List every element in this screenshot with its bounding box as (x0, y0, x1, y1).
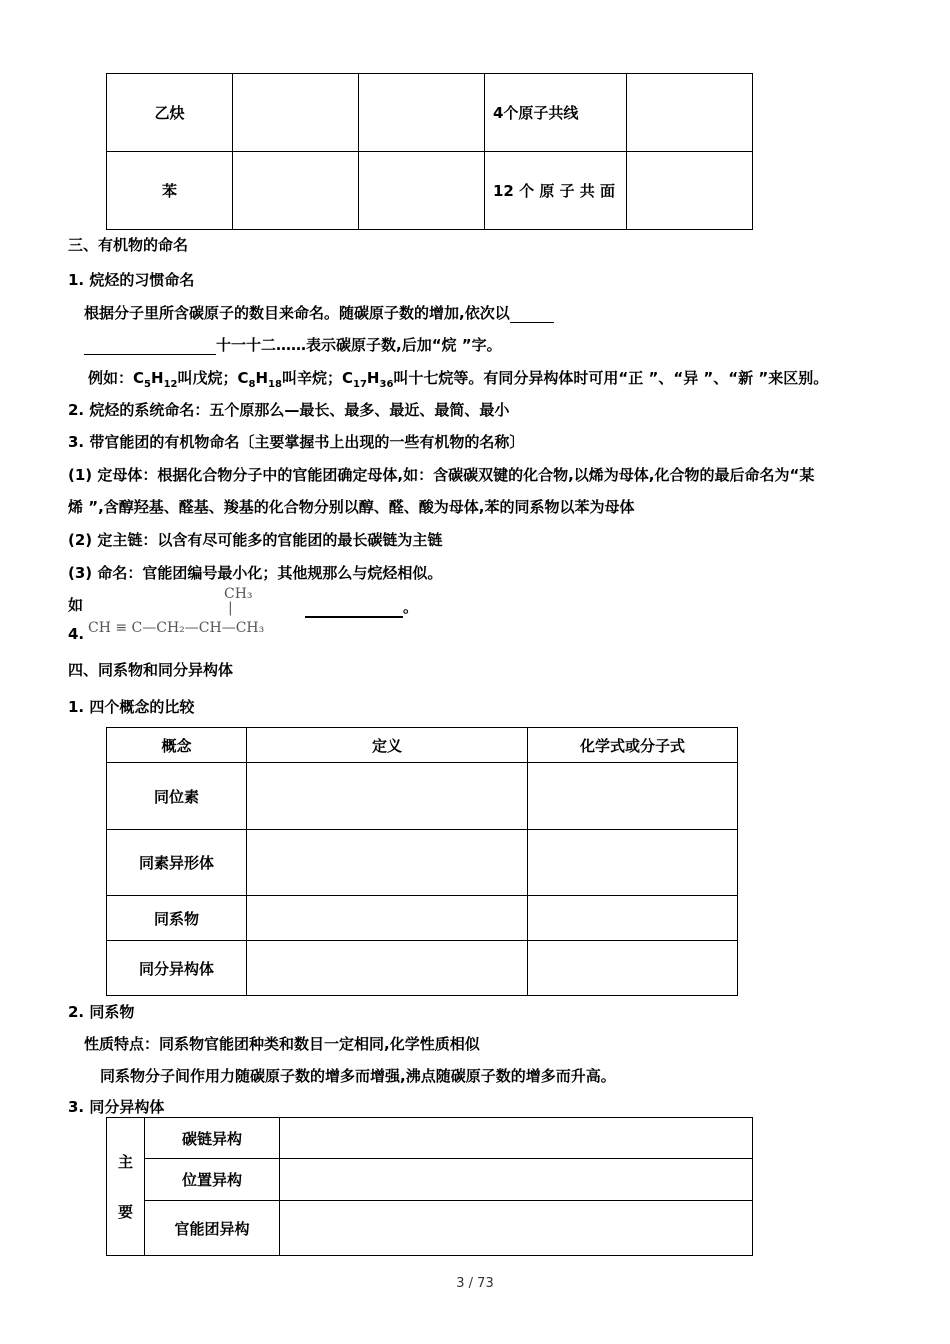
paragraph: (1) 定母体：根据化合物分子中的官能团确定母体,如：含碳碳双键的化合物,以烯为母体,化合物的最后命名为“某 (68, 466, 815, 484)
structure-note: 4个原子共线 (485, 74, 627, 152)
example-text: 叫辛烷； (281, 369, 342, 387)
structure-note: 12 个 原 子 共 面 (485, 152, 627, 230)
table-row (107, 830, 738, 896)
answer-line[interactable] (305, 596, 418, 618)
concept-name: 同素异形体 (107, 830, 247, 896)
empty-cell (247, 763, 528, 830)
isomer-table (106, 1117, 753, 1256)
side-label (107, 1118, 145, 1256)
concept-name: 同系物 (107, 896, 247, 941)
paragraph: (2) 定主链：以含有尽可能多的官能团的最长碳链为主链 (68, 531, 443, 549)
subsection-title: 3. 同分异构体 (68, 1098, 165, 1116)
fill-blank[interactable] (305, 598, 403, 618)
example-line (88, 367, 828, 390)
table-row (107, 1201, 753, 1256)
section-title: 四、同系物和同分异构体 (68, 661, 234, 679)
table-row (107, 763, 738, 830)
subsection-title: 1. 烷烃的习惯命名 (68, 271, 195, 289)
concept-comparison-table (106, 727, 738, 996)
isomer-type: 位置异构 (145, 1159, 280, 1201)
table-header-row (107, 728, 738, 763)
paragraph: 烯 ”,含醇羟基、醛基、羧基的化合物分别以醇、醛、酸为母体,苯的同系物以苯为母体 (68, 498, 635, 516)
table-row (107, 1159, 753, 1201)
table-row (107, 74, 753, 152)
methyl-group: CH₃ (224, 586, 253, 602)
example-label: 如 (68, 596, 84, 614)
empty-cell (627, 152, 753, 230)
subsection-title: 3. 带官能团的有机物命名〔主要掌握书上出现的一些有机物的名称〕 (68, 433, 525, 451)
example-label: 例如： (88, 369, 134, 387)
column-header: 概念 (107, 728, 247, 763)
table-row (107, 1118, 753, 1159)
empty-cell (359, 152, 485, 230)
paragraph-text: 根据分子里所含碳原子的数目来命名。随碳原子数的增加,依次以 (84, 304, 510, 322)
empty-cell (528, 763, 738, 830)
empty-cell (233, 74, 359, 152)
isomer-type: 官能团异构 (145, 1201, 280, 1256)
molecule-structure-table (106, 73, 753, 230)
empty-cell (528, 896, 738, 941)
table-row (107, 152, 753, 230)
example-text: 叫十七烷等。有同分异构体时可用“正 ”、“异 ”、“新 ”来区别。 (393, 369, 829, 387)
paragraph: (3) 命名：官能团编号最小化；其他规那么与烷烃相似。 (68, 564, 443, 582)
bond-line: | (228, 600, 233, 616)
period: 。 (403, 598, 419, 616)
fill-blank[interactable] (84, 336, 216, 355)
section-title: 三、有机物的命名 (68, 236, 189, 254)
paragraph: 同系物分子间作用力随碳原子数的增多而增强,沸点随碳原子数的增多而升高。 (100, 1067, 616, 1085)
octane-formula: $C_8H_{18}$ (237, 369, 282, 390)
empty-cell (233, 152, 359, 230)
column-header: 化学式或分子式 (528, 728, 738, 763)
isomer-type: 碳链异构 (145, 1118, 280, 1159)
molecule-name: 苯 (107, 152, 233, 230)
empty-cell (359, 74, 485, 152)
empty-cell (247, 830, 528, 896)
column-header: 定义 (247, 728, 528, 763)
empty-cell (627, 74, 753, 152)
table-row (107, 896, 738, 941)
paragraph-text: 十一十二……表示碳原子数,后加“烷 ”字。 (216, 336, 502, 354)
paragraph (84, 334, 502, 355)
subsection-title: 2. 同系物 (68, 1003, 135, 1021)
empty-cell (528, 941, 738, 996)
paragraph: 性质特点：同系物官能团种类和数目一定相同,化学性质相似 (84, 1035, 480, 1053)
pentane-formula: $C_5H_{12}$ (133, 369, 178, 390)
subsection-title: 1. 四个概念的比较 (68, 698, 195, 716)
empty-cell (247, 941, 528, 996)
empty-cell (280, 1159, 753, 1201)
subsection-title: 2. 烷烃的系统命名：五个原那么—最长、最多、最近、最简、最小 (68, 401, 510, 419)
paragraph (84, 302, 554, 323)
molecule-name: 乙炔 (107, 74, 233, 152)
fill-blank[interactable] (510, 304, 554, 323)
table-row (107, 941, 738, 996)
page-number: 3 / 73 (456, 1276, 494, 1291)
empty-cell (280, 1118, 753, 1159)
side-label-char: 要 (117, 1202, 133, 1221)
empty-cell (280, 1201, 753, 1256)
concept-name: 同位素 (107, 763, 247, 830)
main-chain: CH ≡ C—CH₂—CH—CH₃ (88, 620, 265, 636)
item-number: 4. (68, 625, 85, 643)
side-label-char: 主 (117, 1152, 133, 1171)
concept-name: 同分异构体 (107, 941, 247, 996)
example-text: 叫戊烷； (177, 369, 238, 387)
empty-cell (528, 830, 738, 896)
heptadecane-formula: $C_{17}H_{36}$ (341, 369, 394, 390)
empty-cell (247, 896, 528, 941)
